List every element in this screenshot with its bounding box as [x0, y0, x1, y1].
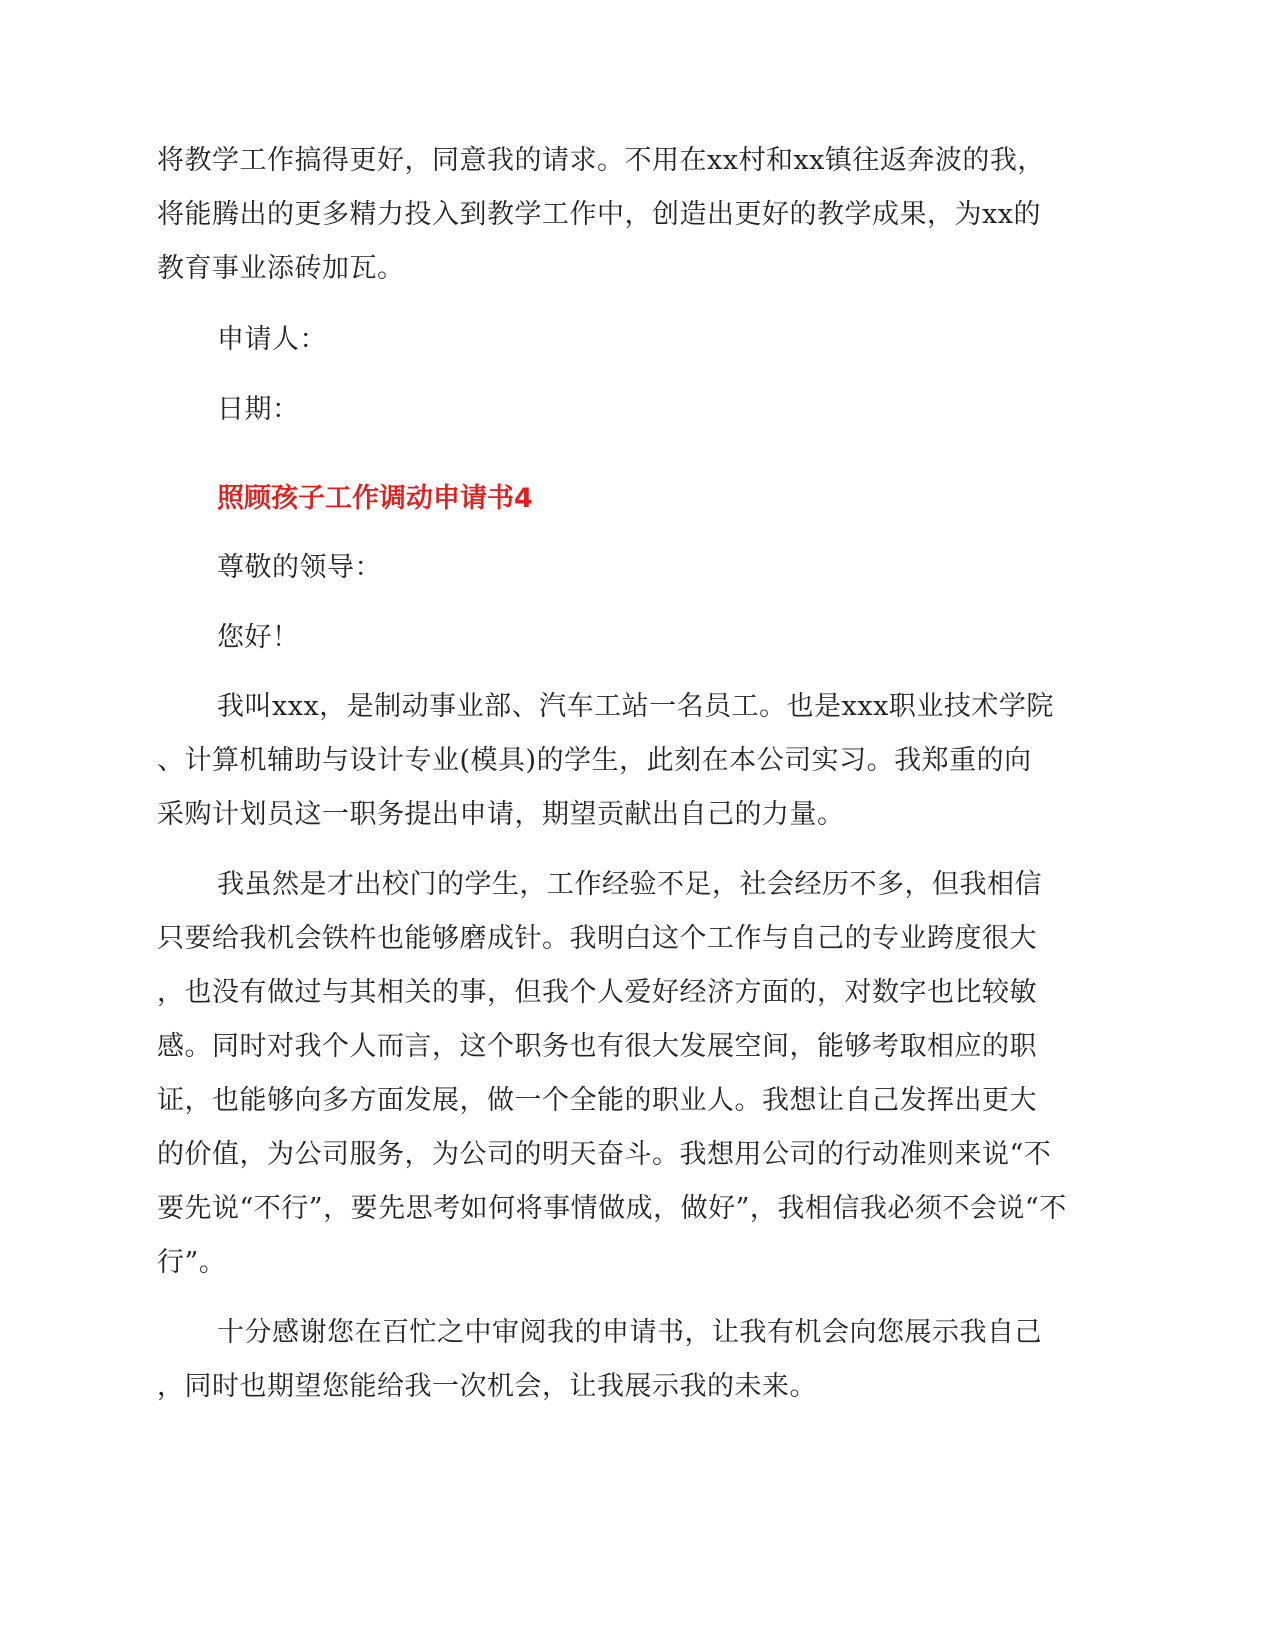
- salutation: 尊敬的领导：: [217, 552, 382, 583]
- paragraph-2-line-4: 感。同时对我个人而言，这个职务也有很大发展空间，能够考取相应的职: [157, 1031, 1037, 1062]
- intro-line-1: 将教学工作搞得更好，同意我的请求。不用在xx村和xx镇往返奔波的我，: [157, 145, 1045, 176]
- paragraph-1-line-1: 我叫xxx，是制动事业部、汽车工站一名员工。也是xxx职业技术学院: [217, 691, 1054, 722]
- paragraph-1-line-3: 采购计划员这一职务提出申请，期望贡献出自己的力量。: [157, 799, 845, 830]
- paragraph-2-line-5: 证，也能够向多方面发展，做一个全能的职业人。我想让自己发挥出更大: [157, 1085, 1037, 1116]
- paragraph-2-line-8: 行”。: [157, 1247, 227, 1278]
- intro-line-2: 将能腾出的更多精力投入到教学工作中，创造出更好的教学成果，为xx的: [157, 199, 1041, 230]
- paragraph-2-line-3: ，也没有做过与其相关的事，但我个人爱好经济方面的，对数字也比较敏: [157, 977, 1037, 1008]
- date-label: 日期：: [217, 394, 300, 425]
- paragraph-2-line-7: 要先说“不行”，要先思考如何将事情做成，做好”，我相信我必须不会说“不: [157, 1193, 1067, 1224]
- paragraph-2-line-2: 只要给我机会铁杵也能够磨成针。我明白这个工作与自己的专业跨度很大: [157, 923, 1037, 954]
- paragraph-2-line-1: 我虽然是才出校门的学生，工作经验不足，社会经历不多，但我相信: [217, 869, 1042, 900]
- intro-line-3: 教育事业添砖加瓦。: [157, 253, 405, 284]
- paragraph-3-line-1: 十分感谢您在百忙之中审阅我的申请书，让我有机会向您展示我自己: [217, 1317, 1042, 1348]
- paragraph-1-line-2: 、计算机辅助与设计专业(模具)的学生，此刻在本公司实习。我郑重的向: [157, 745, 1032, 776]
- applicant-label: 申请人：: [217, 324, 327, 355]
- paragraph-2-line-6: 的价值，为公司服务，为公司的明天奋斗。我想用公司的行动准则来说“不: [157, 1139, 1052, 1170]
- greeting: 您好！: [217, 622, 300, 653]
- section-title: 照顾孩子工作调动申请书4: [217, 483, 533, 514]
- paragraph-3-line-2: ，同时也期望您能给我一次机会，让我展示我的未来。: [157, 1371, 817, 1402]
